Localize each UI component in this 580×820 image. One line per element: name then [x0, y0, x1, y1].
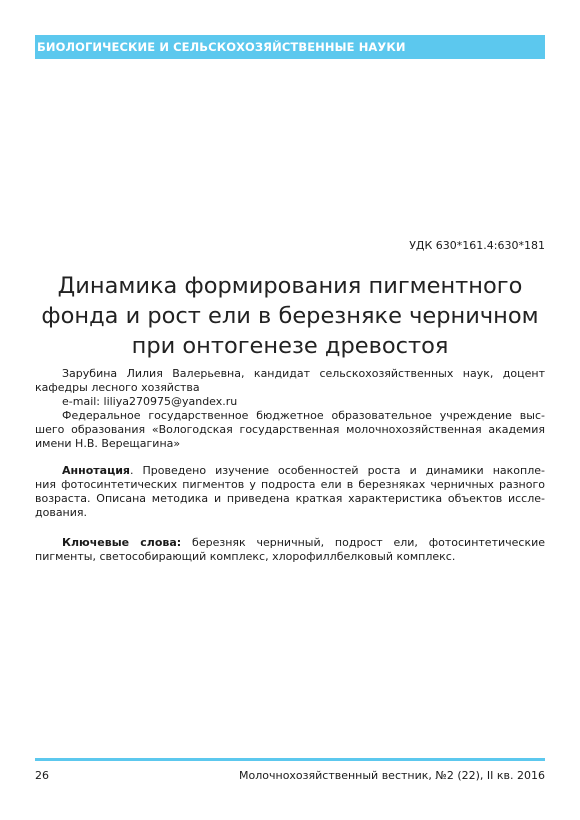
abstract-line: ния фотосинтетических пигментов у подроста ели в березняках черничных разного	[35, 478, 545, 491]
abstract-label: Аннотация	[62, 464, 130, 477]
section-header-bar	[35, 35, 545, 59]
footer-divider	[35, 758, 545, 761]
keywords-line	[35, 536, 545, 550]
author-line: кафедры лесного хозяйства	[35, 381, 200, 394]
section-title: БИОЛОГИЧЕСКИЕ И СЕЛЬСКОХОЗЯЙСТВЕННЫЕ НАУКИ	[37, 40, 406, 54]
abstract-line: дования.	[35, 506, 88, 519]
abstract	[35, 464, 545, 520]
page-number: 26	[35, 769, 49, 782]
title-line: при онтогенезе древостоя	[131, 333, 449, 359]
abstract-text: . Проведено изучение особенностей роста и динамики накопле-	[130, 464, 545, 477]
affiliation-line: шего образования «Вологодская государственная молочнохозяйственная академия	[35, 423, 545, 436]
keywords-label: Ключевые слова:	[62, 536, 182, 549]
author-info	[35, 367, 545, 451]
affiliation-line: имени Н.В. Верещагина»	[35, 437, 181, 450]
keywords-text: березняк черничный, подрост ели, фотосинтетические	[181, 536, 546, 549]
journal-name: Молочнохозяйственный вестник, №2 (22), II кв. 2016	[239, 769, 545, 782]
author-email: e-mail: liliya270975@yandex.ru	[62, 395, 238, 408]
title-line: Динамика формирования пигментного	[57, 273, 523, 299]
abstract-line: возраста. Описана методика и приведена краткая характеристика объектов иссле-	[35, 492, 545, 505]
keywords-line: пигменты, светособирающий комплекс, хлорофиллбелковый комплекс.	[35, 550, 456, 563]
udk-code: УДК 630*161.4:630*181	[409, 239, 545, 252]
author-line: Зарубина Лилия Валерьевна, кандидат сельскохозяйственных наук, доцент	[62, 367, 545, 380]
keywords	[35, 536, 545, 564]
abstract-line	[35, 464, 545, 478]
title-line: фонда и рост ели в березняке черничном	[41, 303, 539, 329]
affiliation-line: Федеральное государственное бюджетное образовательное учреждение выс-	[62, 409, 545, 422]
article-title	[35, 271, 545, 361]
